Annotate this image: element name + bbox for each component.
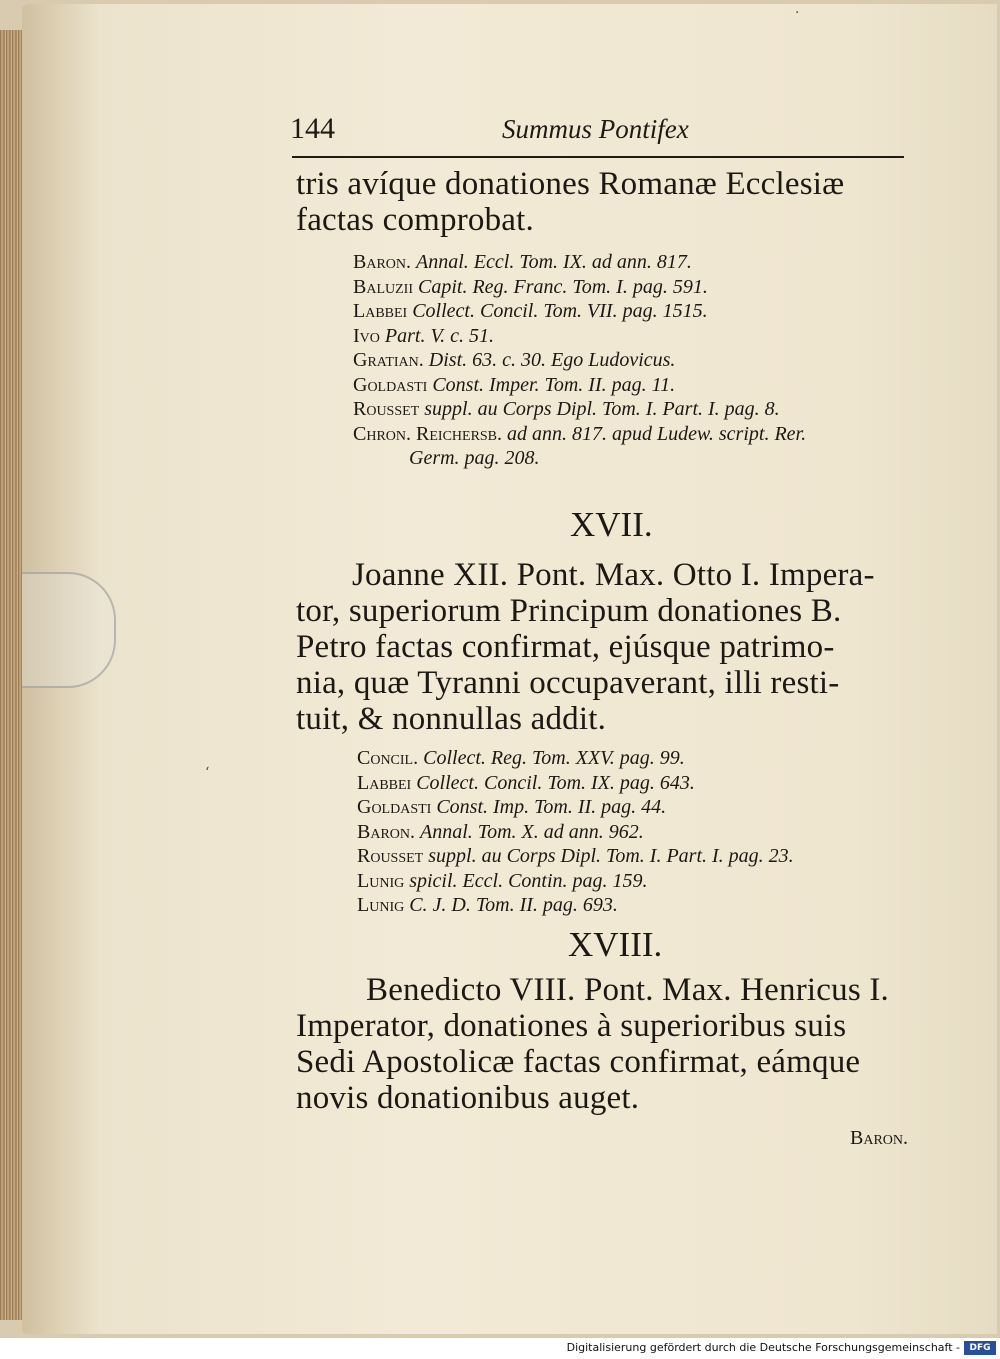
citation-author: Lunig [357,869,405,892]
citation-author: Labbei [357,771,412,794]
funding-credit: Digitalisierung gefördert durch die Deutsche Forschungsgemeinschaft - [566,1341,960,1354]
citation-reference: Germ. pag. 208. [409,447,540,469]
citation [357,771,985,796]
citation-author: Lunig [357,894,405,916]
citation [357,820,985,845]
page-header [290,112,910,156]
section-numeral-xvii: XVII. [570,505,653,544]
dfg-logo: DFG [964,1341,996,1355]
citation-reference: suppl. au Corps Dipl. Tom. I. Part. I. pag. 23. [428,845,794,867]
citation-reference: Const. Imp. Tom. II. pag. 44. [436,796,667,818]
text-line: Sedi Apostolicæ factas confirmat, eámque [296,1044,861,1080]
citation-author: Goldasti [357,796,432,818]
citation-reference: Annal. Tom. X. ad ann. 962. [420,820,644,843]
citation [353,324,981,349]
book-edge [0,30,24,1320]
citation-author: Goldasti [353,373,428,396]
citation-reference: C. J. D. Tom. II. pag. 693. [409,894,618,916]
citation-author: Gratian. [353,349,424,371]
page-clip [22,572,116,688]
citation [353,446,981,471]
citation [353,348,981,373]
intro-paragraph [296,166,924,238]
citation [353,397,981,422]
catchword: Baron. [850,1127,909,1149]
citation [353,373,981,398]
citation-author: Chron. Reichersb. [353,422,503,445]
citation [357,869,985,894]
citation [353,299,981,324]
footer-bar [0,1338,1000,1359]
citation-author: Ivo [353,324,380,347]
text-line: tris avíque donationes Romanæ Ecclesiæ [296,166,845,202]
citation-reference: ad ann. 817. apud Ludew. script. Rer. [507,422,807,445]
text-line: nia, quæ Tyranni occupaverant, illi resti- [296,665,840,701]
citation-author: Baluzii [353,275,413,298]
citation-reference: Collect. Concil. Tom. IX. pag. 643. [416,771,695,794]
citation-list [353,250,981,471]
citation-reference: spicil. Eccl. Contin. pag. 159. [409,869,648,892]
text-line: Benedicto VIII. Pont. Max. Henricus I. [366,972,889,1008]
citation-reference: Part. V. c. 51. [384,324,494,347]
citation-reference: Annal. Eccl. Tom. IX. ad ann. 817. [416,251,692,273]
citation [357,844,985,869]
header-rule [292,156,904,158]
citation-author: Baron. [353,251,412,273]
citation-reference: suppl. au Corps Dipl. Tom. I. Part. I. pag. 8. [424,398,780,420]
text-line: tor, superiorum Principum donationes B. [296,593,842,629]
running-head: Summus Pontifex [502,114,689,144]
citation-author: Concil. [357,747,419,769]
text-line: Imperator, donationes à superioribus suis [296,1008,847,1044]
citation [353,275,981,300]
text-line: factas comprobat. [296,202,534,238]
citation-reference: Dist. 63. c. 30. Ego Ludovicus. [428,349,676,371]
text-line: Petro factas confirmat, ejúsque patrimo- [296,629,835,665]
text-line: Joanne XII. Pont. Max. Otto I. Impera- [352,557,875,593]
citation-list [357,746,985,918]
citation [353,422,981,447]
citation [357,795,985,820]
citation-reference: Collect. Concil. Tom. VII. pag. 1515. [412,300,708,322]
citation-author: Rousset [353,398,420,420]
citation-author: Baron. [357,820,416,843]
ink-mark: ‘ [205,765,210,781]
page-number: 144 [290,112,335,145]
citation-reference: Const. Imper. Tom. II. pag. 11. [432,373,676,396]
section-xvii-paragraph [296,557,924,737]
section-xviii-paragraph [296,972,924,1116]
citation-reference: Capit. Reg. Franc. Tom. I. pag. 591. [418,275,708,298]
citation [357,746,985,771]
citation-reference: Collect. Reg. Tom. XXV. pag. 99. [423,747,685,769]
citation-author: Rousset [357,845,424,867]
ink-mark: · [795,5,800,21]
citation-author: Labbei [353,300,408,322]
section-numeral-xviii: XVIII. [568,925,663,964]
text-line: novis donationibus auget. [296,1080,640,1116]
citation [353,250,981,275]
citation [357,893,985,918]
text-line: tuit, & nonnullas addit. [296,701,607,737]
